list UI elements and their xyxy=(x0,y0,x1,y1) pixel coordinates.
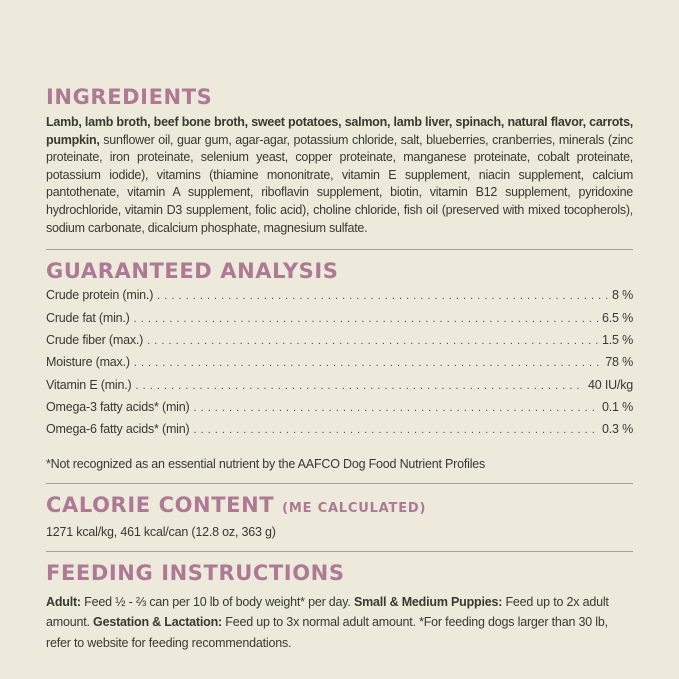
ingredients-heading: INGREDIENTS xyxy=(46,85,213,109)
dot-leader xyxy=(157,288,608,302)
feeding-label-puppies: Small & Medium Puppies: xyxy=(353,594,503,609)
feeding-label-gestation: Gestation & Lactation: xyxy=(93,615,222,630)
table-row xyxy=(46,333,633,355)
feeding-text-gestation: Feed up to 3x normal adult amount. *For feeding dogs larger than 30 lb, refer to website for feeding recommendations. xyxy=(46,615,608,650)
calorie-content-heading xyxy=(46,494,633,517)
calorie-content-section xyxy=(46,494,633,538)
analysis-value: 6.5 % xyxy=(602,310,633,325)
ingredients-bold-text: Lamb, lamb broth, beef bone broth, sweet potatoes, salmon, lamb liver, spinach, natural flavor, carrots, pumpkin, xyxy=(46,115,633,147)
dot-leader xyxy=(147,333,598,347)
dot-leader xyxy=(193,422,598,436)
dot-leader xyxy=(134,355,601,369)
calorie-values: 1271 kcal/kg, 461 kcal/can (12.8 oz, 363 g) xyxy=(46,524,276,539)
table-row xyxy=(46,378,633,400)
calorie-heading-main: CALORIE CONTENT xyxy=(46,493,275,518)
feeding-instructions-heading: FEEDING INSTRUCTIONS xyxy=(46,560,345,585)
section-divider xyxy=(46,249,633,250)
table-row xyxy=(46,311,633,333)
feeding-text-puppies: Feed up to 2x adult amount. xyxy=(46,594,609,630)
table-row xyxy=(46,288,633,310)
analysis-value: 40 IU/kg xyxy=(588,377,633,392)
section-divider xyxy=(46,551,633,552)
dot-leader xyxy=(134,311,598,325)
analysis-value: 1.5 % xyxy=(602,332,633,347)
analysis-label: Crude fat (min.) xyxy=(46,310,130,325)
feeding-text-adult: Feed ½ - ⅔ can per 10 lb of body weight* per day. xyxy=(80,594,354,609)
ingredients-section xyxy=(46,86,633,237)
feeding-instructions-section xyxy=(46,562,633,654)
ingredients-regular-text: sunflower oil, guar gum, agar-agar, potassium chloride, salt, blueberries, cranberries, minerals (zinc proteinate, iron proteinate, selenium yeast, copper proteinate, manganese proteinate, cobalt proteinate, potassium iodide), vitamins (thiamine mononitrate, vitamin E supplement, niacin supplement, calcium pantothenate, vitamin A supplement, riboflavin supplement, biotin, vitamin B12 supplement, pyridoxine hydrochloride, vitamin D3 supplement, folic acid), choline chloride, fish oil (preserved with mixed tocopherols), sodium carbonate, dicalcium phosphate, magnesium sulfate. xyxy=(46,132,633,235)
analysis-label: Moisture (max.) xyxy=(46,355,130,370)
ingredients-paragraph xyxy=(46,114,633,237)
feeding-paragraph xyxy=(46,592,633,654)
analysis-table xyxy=(46,288,633,444)
table-row xyxy=(46,422,633,444)
dot-leader xyxy=(193,400,598,414)
table-row xyxy=(46,400,633,422)
dot-leader xyxy=(135,378,584,392)
analysis-value: 8 % xyxy=(612,288,633,303)
aafco-footnote: *Not recognized as an essential nutrient by the AAFCO Dog Food Nutrient Profiles xyxy=(46,457,486,472)
table-row xyxy=(46,355,633,377)
calorie-heading-suffix: (ME CALCULATED) xyxy=(282,501,427,517)
analysis-label: Vitamin E (min.) xyxy=(46,377,132,392)
analysis-label: Crude fiber (max.) xyxy=(46,332,144,347)
section-divider xyxy=(46,483,633,484)
guaranteed-analysis-heading: GUARANTEED ANALYSIS xyxy=(46,259,339,284)
guaranteed-analysis-section xyxy=(46,260,633,471)
analysis-label: Crude protein (min.) xyxy=(46,288,154,303)
analysis-label: Omega-6 fatty acids* (min) xyxy=(46,422,190,437)
analysis-value: 0.3 % xyxy=(602,422,633,437)
analysis-value: 78 % xyxy=(605,355,633,370)
feeding-label-adult: Adult: xyxy=(46,594,81,609)
analysis-label: Omega-3 fatty acids* (min) xyxy=(46,399,190,414)
analysis-value: 0.1 % xyxy=(602,399,633,414)
